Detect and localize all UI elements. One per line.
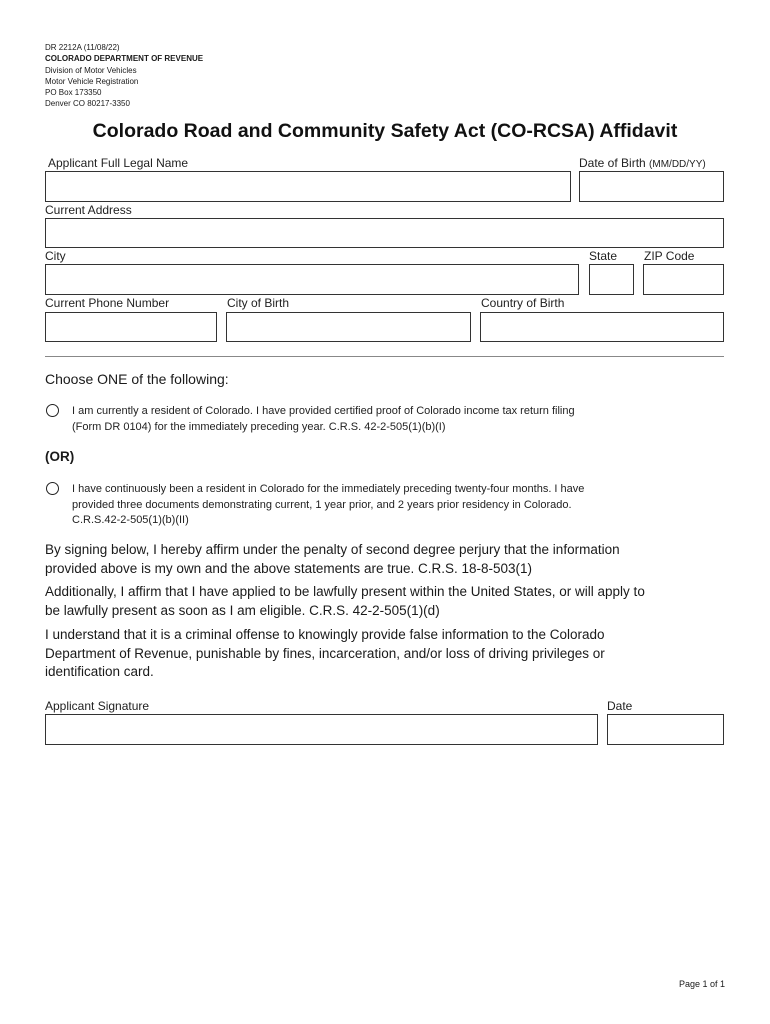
date-label: Date [607, 699, 633, 713]
full-name-label: Applicant Full Legal Name [48, 156, 189, 170]
phone-field[interactable] [45, 312, 217, 342]
choice-prompt: Choose ONE of the following: [45, 371, 229, 387]
city-of-birth-field[interactable] [226, 312, 471, 342]
address-field[interactable] [45, 218, 724, 248]
phone-label: Current Phone Number [45, 296, 170, 310]
country-of-birth-field[interactable] [480, 312, 724, 342]
option2-radio[interactable] [46, 482, 59, 495]
option2-text: I have continuously been a resident in Colorado for the immediately preceding twenty-four months. I have provided three documents demonstrating current, 1 year prior, and 2 years prior residency in Colorado. C.R.S.42-2-505(1)(b)(II) [72, 483, 585, 526]
lawful-presence-statement: Additionally, I affirm that I have applied to be lawfully present within the United States, or will apply to be lawfully present as soon as I am eligible. C.R.S. 42-2-505(1)(d) [45, 584, 645, 618]
section-divider [45, 356, 724, 357]
po-box: PO Box 173350 [45, 88, 102, 97]
full-name-field[interactable] [45, 171, 571, 202]
city-zip: Denver CO 80217-3350 [45, 99, 130, 108]
dob-field[interactable] [579, 171, 724, 202]
zip-field[interactable] [643, 264, 724, 295]
city-label: City [45, 249, 66, 263]
state-label: State [589, 249, 618, 263]
perjury-statement: By signing below, I hereby affirm under the penalty of second degree perjury that the information provided above is my own and the above statements are true. C.R.S. 18-8-503(1) [45, 542, 620, 576]
page-number: Page 1 of 1 [678, 979, 725, 989]
section-name: Motor Vehicle Registration [45, 77, 139, 86]
or-label: (OR) [45, 449, 75, 464]
department-name: COLORADO DEPARTMENT OF REVENUE [45, 54, 204, 63]
form-id: DR 2212A (11/08/22) [45, 43, 120, 52]
signature-label: Applicant Signature [45, 699, 150, 713]
option1-text: I am currently a resident of Colorado. I have provided certified proof of Colorado income tax return filing (Form DR 0104) for the immediately preceding year. C.R.S. 42-2-505(1)(b)(I) [72, 405, 575, 433]
country-of-birth-label: Country of Birth [481, 296, 565, 310]
city-of-birth-label: City of Birth [227, 296, 290, 310]
dob-format: (MM/DD/YY) [649, 159, 706, 170]
address-label: Current Address [45, 203, 132, 217]
state-field[interactable] [589, 264, 634, 295]
date-field[interactable] [607, 714, 724, 745]
criminal-offense-statement: I understand that it is a criminal offense to knowingly provide false information to the Colorado Department of Revenue, punishable by fines, incarceration, and/or loss of driving privileges or identification card. [45, 627, 605, 679]
zip-label: ZIP Code [644, 249, 695, 263]
option1-radio[interactable] [46, 404, 59, 417]
page-title: Colorado Road and Community Safety Act (CO-RCSA) Affidavit [92, 120, 678, 142]
division-name: Division of Motor Vehicles [45, 66, 137, 75]
signature-field[interactable] [45, 714, 598, 745]
dob-label: Date of Birth (MM/DD/YY) [579, 156, 706, 170]
city-field[interactable] [45, 264, 579, 295]
